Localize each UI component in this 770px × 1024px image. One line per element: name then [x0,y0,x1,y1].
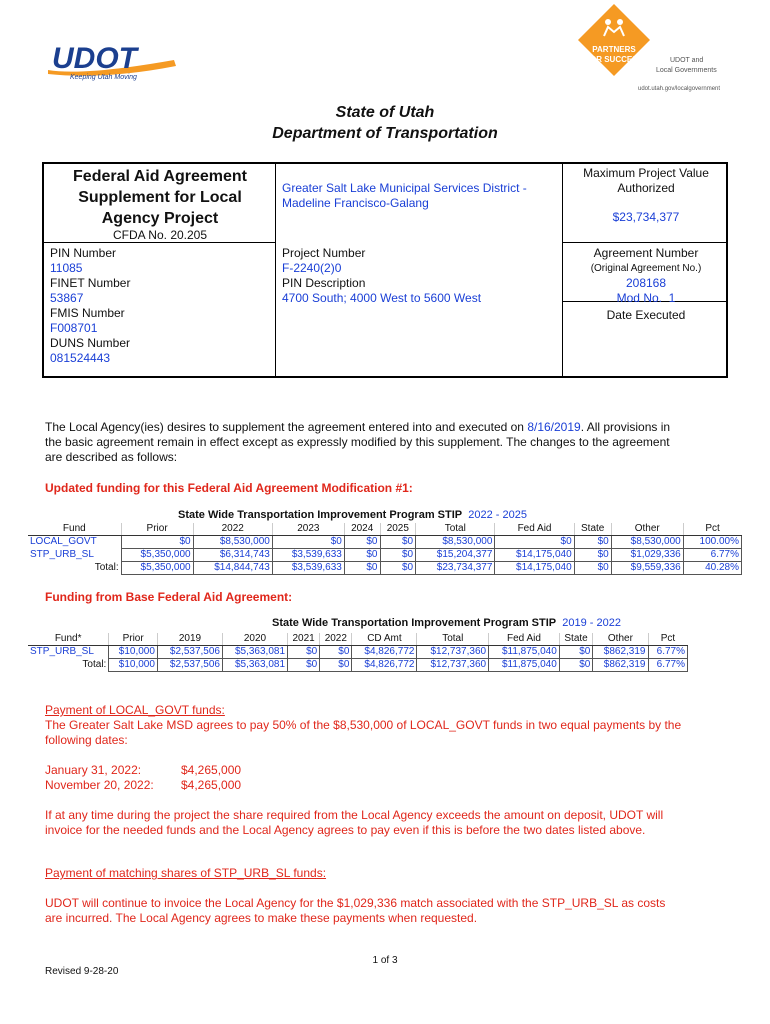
pin-description: 4700 South; 4000 West to 5600 West [282,291,482,305]
table1-header-cell: Pct [683,523,741,536]
table2-cell: $11,875,040 [489,659,560,672]
revised-date: Revised 9-28-20 [45,966,119,977]
table2-header-cell: 2022 [320,633,352,646]
agreement-heading: Federal Aid Agreement Supplement for Local Agency Project [73,168,247,227]
payment-match-text: UDOT will continue to invoice the Local Agency for the $1,029,336 match associated with the STP_URB_SL as costs are incurred. The Local Agency agrees to make these payments when requested. [45,896,666,925]
table1-row [28,549,742,562]
table1-cell: $14,175,040 [495,562,574,575]
mod-label: Mod No. [616,291,662,305]
table2-row [28,646,688,659]
document-title [0,104,770,143]
table2-cell: $0 [288,659,320,672]
agency-name: Greater Salt Lake Municipal Services District - Madeline Francisco-Galang [282,181,527,210]
table1-header-cell: 2024 [344,523,380,536]
table1-row [28,562,742,575]
payment-date-2: November 20, 2022: [45,778,154,792]
pin-value: 11085 [50,261,83,275]
table2-cell: $0 [559,646,593,659]
agreement-number-label: Agreement Number [593,246,699,260]
agreement-number-block [566,246,726,306]
cfda-number: CFDA No. 20.205 [112,228,208,242]
table1-header-cell: Total [416,523,495,536]
table2-cell: $4,826,772 [352,646,417,659]
table1-cell: $0 [495,536,574,549]
table1-cell: LOCAL_GOVT [30,536,97,548]
logo-tagline: Keeping Utah Moving [70,74,137,81]
table2-cell: 6.77% [648,659,688,672]
intro-paragraph [45,420,685,465]
agreement-number: 208168 [625,276,667,290]
table1-caption [178,509,527,521]
table1-cell: Total: [94,562,119,573]
payment-local-heading: Payment of LOCAL_GOVT funds: [45,703,225,717]
table2-cell: $862,319 [593,646,648,659]
table2-row [28,659,688,672]
max-value-label: Maximum Project Value Authorized [583,166,709,195]
finet-value: 53867 [50,291,84,305]
mod-line [566,291,726,306]
table1 [28,523,742,575]
title-line2: Department of Transportation [272,125,498,142]
table2-cell: Total: [82,659,107,670]
table2-cell: $10,000 [109,646,158,659]
page-number: 1 of 3 [372,955,398,966]
table2-cell: $2,537,506 [157,659,222,672]
payment-match-heading: Payment of matching shares of STP_URB_SL funds: [45,866,327,880]
table1-cell: $14,844,743 [193,562,272,575]
table2-cell: $0 [288,646,320,659]
table1-cell: $6,314,743 [193,549,272,562]
project-number: F-2240(2)0 [282,261,342,275]
partners-side1: UDOT and [670,57,704,64]
table1-cell: $1,029,336 [611,549,683,562]
table2-header-cell: Pct [648,633,688,646]
agreement-info-box [42,162,728,378]
table1-caption-text: State Wide Transportation Improvement Program STIP [178,509,463,521]
intro-date: 8/16/2019 [527,420,581,434]
table2-cell: $12,737,360 [417,646,489,659]
table1-cell: $0 [574,549,611,562]
pin-block [50,246,130,366]
date-executed-label: Date Executed [606,308,686,322]
table1-cell: 6.77% [683,549,741,562]
intro-text-before: The Local Agency(ies) desires to supplement the agreement entered into and executed on [45,420,528,434]
table1-cell: $5,350,000 [121,562,193,575]
table1-cell: $0 [380,562,416,575]
table1-cell: $0 [121,536,193,549]
logo-text: UDOT [52,42,137,75]
payment-local-note: If at any time during the project the share required from the Local Agency exceeds the amount on deposit, UDOT will invoice for the needed funds and the Local Agency agrees to pay even if this is before the two dates listed above. [45,808,664,837]
partners-line1: PARTNERS [592,45,636,54]
payment-date-row-2 [45,778,685,793]
fmis-value: F008701 [50,321,98,335]
payment-amount-2: $4,265,000 [181,778,242,792]
table2-header-cell: Fed Aid [489,633,560,646]
duns-value: 081524443 [50,351,111,365]
finet-label: FINET Number [50,276,131,290]
payment-match-section [45,866,685,926]
table1-cell: 100.00% [683,536,741,549]
fmis-label: FMIS Number [50,306,125,320]
table1-cell: $3,539,633 [272,549,344,562]
mod-number: 1 [668,291,676,305]
table2-header-cell: 2019 [157,633,222,646]
table1-cell: $0 [344,562,380,575]
intro-text-after: . All provisions in the basic agreement remain in effect except as expressly modified by this supplement. The changes to the agreement are described as follows: [45,420,671,464]
section1-title: Updated funding for this Federal Aid Agreement Modification #1: [45,481,413,495]
table2-cell: 6.77% [648,646,688,659]
table1-cell: $5,350,000 [121,549,193,562]
table2-cell: $0 [320,659,352,672]
table1-header-cell: Fund [28,523,121,536]
section2-title: Funding from Base Federal Aid Agreement: [45,590,293,604]
table2-cell: $0 [559,659,593,672]
title-line1: State of Utah [335,104,435,121]
pin-description-label: PIN Description [282,276,366,290]
payment-local-text: The Greater Salt Lake MSD agrees to pay 50% of the $8,530,000 of LOCAL_GOVT funds in two equal payments by the following dates: [45,718,682,747]
table1-header-cell: 2022 [193,523,272,536]
table1-header-cell: 2023 [272,523,344,536]
payment-date-1: January 31, 2022: [45,763,142,777]
table2-caption [272,617,621,629]
table1-header-cell: State [574,523,611,536]
table2 [28,633,688,672]
partners-url: udot.utah.gov/localgovernment [638,86,721,92]
table2-header-row [28,633,688,646]
table2-cell: $5,363,081 [222,659,287,672]
payment-date-row-1 [45,763,685,778]
original-agreement-label: (Original Agreement No.) [590,263,702,274]
table1-cell: $3,539,633 [272,562,344,575]
table2-header-cell: Other [593,633,648,646]
table1-cell: $0 [344,549,380,562]
table1-header-cell: Other [611,523,683,536]
table2-years: 2019 - 2022 [562,617,621,629]
table2-header-cell: 2020 [222,633,287,646]
table1-cell: $14,175,040 [495,549,574,562]
table2-cell: $2,537,506 [157,646,222,659]
max-value: $23,734,377 [612,210,680,224]
table1-cell: $9,559,336 [611,562,683,575]
table1-cell: $8,530,000 [193,536,272,549]
table2-header-cell: State [559,633,593,646]
payment-amount-1: $4,265,000 [181,763,242,777]
partners-for-success-badge [574,0,726,106]
partners-side2: Local Governments [656,67,717,74]
table2-cell: $862,319 [593,659,648,672]
table2-cell: $12,737,360 [417,659,489,672]
table1-cell: $23,734,377 [416,562,495,575]
table1-header-cell: Fed Aid [495,523,574,536]
table1-cell: $0 [272,536,344,549]
table1-years: 2022 - 2025 [468,509,527,521]
table2-cell: STP_URB_SL [30,646,94,658]
project-number-label: Project Number [282,246,366,260]
table1-cell: $15,204,377 [416,549,495,562]
table1-cell: $8,530,000 [611,536,683,549]
table1-header-cell: 2025 [380,523,416,536]
pin-label: PIN Number [50,246,117,260]
payment-local-section [45,703,685,838]
table2-cell: $5,363,081 [222,646,287,659]
table2-header-cell: CD Amt [352,633,417,646]
partners-line2: FOR SUCCESS [585,55,643,64]
table2-cell: $0 [320,646,352,659]
table2-caption-text: State Wide Transportation Improvement Program STIP [272,617,557,629]
table1-cell: $0 [574,562,611,575]
table1-cell: $0 [380,549,416,562]
table1-header-cell: Prior [121,523,193,536]
duns-label: DUNS Number [50,336,131,350]
table1-header-row [28,523,742,536]
table1-cell: STP_URB_SL [30,549,94,560]
table2-cell: $11,875,040 [489,646,560,659]
table2-header-cell: Fund* [28,633,109,646]
table1-row [28,536,742,549]
table2-header-cell: Total [417,633,489,646]
table1-cell: $0 [344,536,380,549]
table2-header-cell: 2021 [288,633,320,646]
project-block [282,246,481,306]
table1-cell: $0 [380,536,416,549]
table1-cell: $8,530,000 [416,536,495,549]
table2-cell: $10,000 [109,659,158,672]
table1-cell: 40.28% [683,562,741,575]
table2-cell: $4,826,772 [352,659,417,672]
table2-header-cell: Prior [109,633,158,646]
table1-cell: $0 [574,536,611,549]
